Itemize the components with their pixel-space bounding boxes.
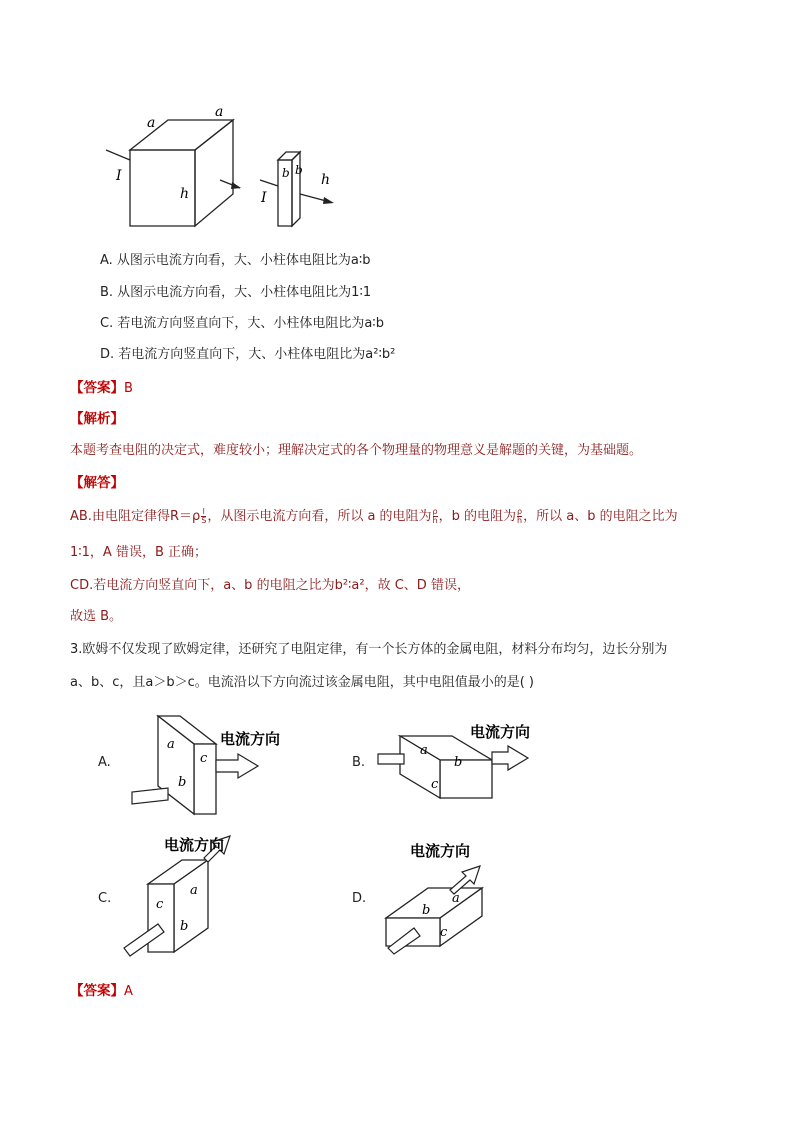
svg-text:c: c: [440, 925, 448, 940]
svg-text:电流方向: 电流方向: [220, 730, 281, 748]
svg-text:电流方向: 电流方向: [410, 842, 471, 860]
svg-text:a: a: [420, 743, 428, 758]
figure-option-d: [374, 836, 554, 956]
svg-text:电流方向: 电流方向: [164, 836, 225, 854]
analysis-tag: 【解析】: [70, 411, 124, 427]
svg-text:c: c: [431, 777, 439, 792]
option-a: A. 从图示电流方向看，大、小柱体电阻比为a∶b: [100, 253, 371, 268]
label-h2: h: [321, 172, 331, 188]
option-d: D. 若电流方向竖直向下，大、小柱体电阻比为a²∶b²: [100, 347, 396, 362]
q3-line2: a、b、c，且a＞b＞c。电流沿以下方向流过该金属电阻，其中电阻值最小的是( ): [70, 675, 535, 690]
label-b2: b: [295, 163, 303, 177]
figure-option-a: [120, 712, 300, 822]
svg-text:c: c: [200, 751, 208, 766]
solution-tag: 【解答】: [70, 475, 124, 491]
answer-q3-value: A: [124, 984, 133, 999]
solution-line1: AB.由电阻定律得R＝ρ $\frac{l}{S}$ ，从图示电流方向看，所以 a 的电阻为 $\frac{\rho}{h}$ ，b 的电阻为 $\frac{\rho}{h}$ ，所以 a、b 的电阻之比为: [70, 507, 678, 525]
cubes-diagram: [100, 98, 350, 238]
svg-text:a: a: [190, 883, 198, 898]
label-a2: a: [215, 104, 224, 120]
label-a1: a: [147, 115, 156, 131]
figD-letter: D.: [352, 891, 367, 906]
figure-resistor-cubes: [100, 98, 350, 238]
figC-letter: C.: [98, 891, 112, 906]
svg-text:c: c: [156, 897, 164, 912]
figure-option-c: [120, 832, 300, 962]
solution-line2: 1∶1，A 错误，B 正确；: [70, 545, 208, 560]
svg-text:b: b: [422, 903, 431, 918]
label-b1: b: [282, 166, 290, 180]
label-I2: I: [261, 190, 267, 206]
answer-q3: [70, 982, 133, 1001]
svg-text:电流方向: 电流方向: [470, 723, 531, 741]
option-c: C. 若电流方向竖直向下，大、小柱体电阻比为a∶b: [100, 316, 384, 331]
figB-letter: B.: [352, 755, 366, 770]
solution-line4: 故选 B。: [70, 609, 123, 624]
svg-text:b: b: [454, 755, 463, 770]
label-h1: h: [180, 186, 190, 202]
svg-text:b: b: [180, 919, 189, 934]
figure-option-b: [374, 716, 554, 806]
q3-line1: 3.欧姆不仅发现了欧姆定律，还研究了电阻定律，有一个长方体的金属电阻，材料分布均匀，边长分别为: [70, 642, 668, 657]
answer-tag: 【答案】: [70, 380, 124, 396]
svg-text:a: a: [452, 891, 460, 906]
figA-letter: A.: [98, 755, 111, 770]
solution-line3: CD.若电流方向竖直向下，a、b 的电阻之比为b²∶a²，故 C、D 错误，: [70, 578, 470, 593]
svg-text:b: b: [178, 775, 187, 790]
label-I1: I: [116, 168, 122, 184]
answer-q2: [70, 379, 133, 398]
answer-q3-tag: 【答案】: [70, 983, 124, 999]
option-b: B. 从图示电流方向看，大、小柱体电阻比为1∶1: [100, 285, 372, 300]
answer-value: B: [124, 381, 133, 396]
svg-text:a: a: [167, 737, 175, 752]
analysis-text: 本题考查电阻的决定式，难度较小；理解决定式的各个物理量的物理意义是解题的关键，为基础题。: [70, 443, 643, 458]
